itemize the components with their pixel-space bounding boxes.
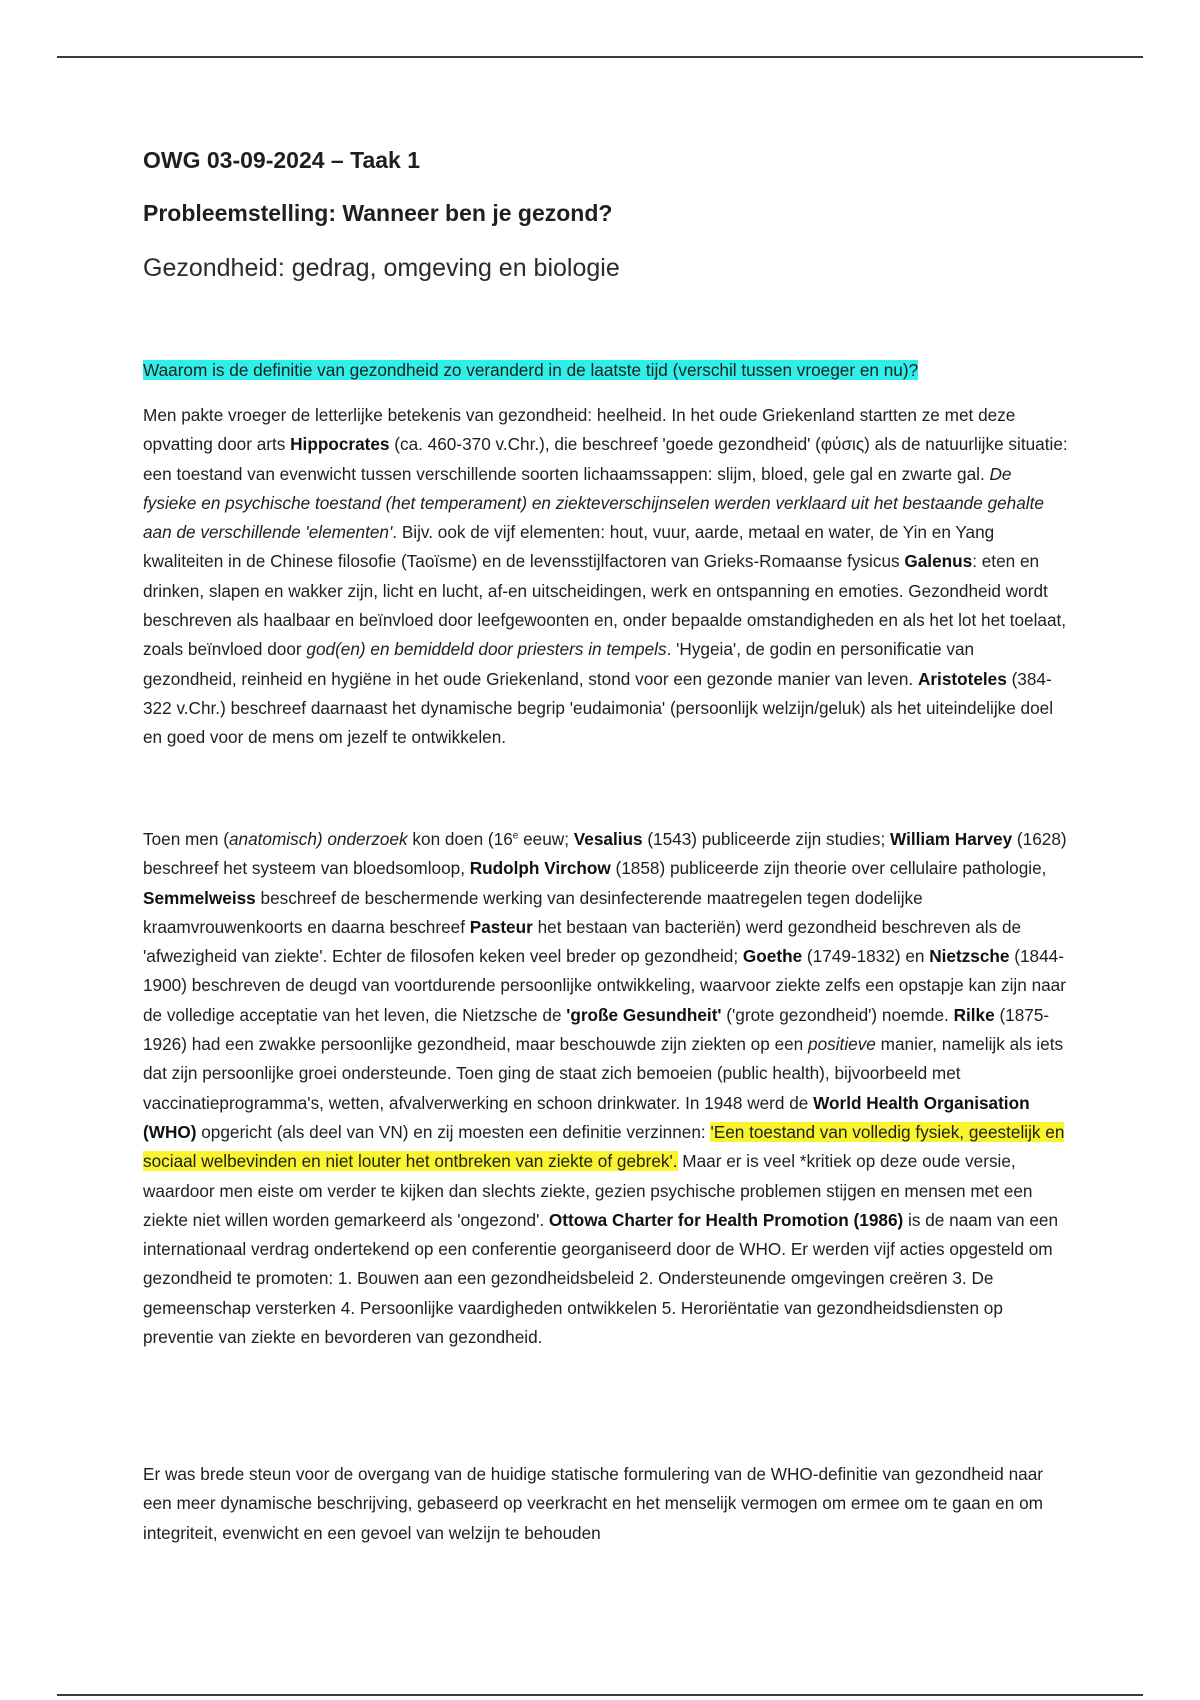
highlighted-question [143,359,918,382]
who-definition-highlight: 'Een toestand van volledig fysiek, geestelijk en sociaal welbevinden en niet louter het ontbreken van ziekte of gebrek'. [143,1121,1065,1172]
paragraph-2: Toen men (anatomisch) onderzoek kon doen (16e eeuw; Vesalius (1543) publiceerde zijn studies; William Harvey (1628) beschreef het systeem van bloedsomloop, Rudolph Virchow (1858) publiceerde zijn theorie over cellulaire pathologie, Semmelweiss beschreef de beschermende werking van desinfecterende maatregelen tegen dodelijke kraamvrouwenkoorts en daarna beschreef Pasteur het bestaan van bacteriën) werd gezondheid beschreven als de 'afwezigheid van ziekte'. Echter de filosofen keken veel breder op gezondheid; Goethe (1749-1832) en Nietzsche (1844-1900) beschreven de deugd van voortdurende persoonlijke ontwikkeling, waarvoor ziekte zelfs een opstapje kan zijn naar de volledige acceptatie van het leven, die Nietzsche de 'große Gesundheit' ('grote gezondheid') noemde. Rilke (1875-1926) had een zwakke persoonlijke gezondheid, maar beschouwde zijn ziekten op een positieve manier, namelijk als iets dat zijn persoonlijke groei ondersteunde. Toen ging de staat zich bemoeien (public health), bijvoorbeeld met vaccinatieprogramma's, wetten, afvalverwerking en schoon drinkwater. In 1948 werd de World Health Organisation (WHO) opgericht (als deel van VN) en zij moesten een definitie verzinnen: 'Een toestand van volledig fysiek, geestelijk en sociaal welbevinden en niet louter het ontbreken van ziekte of gebrek'. Maar er is veel *kritiek op deze oude versie, waardoor men eiste om verder te kijken dan slechts ziekte, gezien psychische problemen stijgen en mensen met een ziekte niet willen worden gemarkeerd als 'ongezond'. Ottowa Charter for Health Promotion (1986) is de naam van een internationaal verdrag ondertekend op een conferentie georganiseerd door de WHO. Er werden vijf acties opgesteld om gezondheid te promoten: 1. Bouwen aan een gezondheidsbeleid 2. Ondersteunende omgevingen creëren 3. De gemeenschap versterken 4. Persoonlijke vaardigheden ontwikkelen 5. Heroriëntatie van gezondheidsdiensten op preventie van ziekte en bevorderen van gezondheid. [143,829,1067,1348]
problem-statement: Probleemstelling: Wanneer ben je gezond? [143,200,613,226]
paragraph-1: Men pakte vroeger de letterlijke betekenis van gezondheid: heelheid. In het oude Griekenland startten ze met deze opvatting door arts Hippocrates (ca. 460-370 v.Chr.), die beschreef 'goede gezondheid' (φύσις) als de natuurlijke situatie: een toestand van evenwicht tussen verschillende soorten lichaamssappen: slijm, bloed, gele gal en zwarte gal. De fysieke en psychische toestand (het temperament) en ziekteverschijnselen werden verklaard uit het bestaande gehalte aan de verschillende 'elementen'. Bijv. ook de vijf elementen: hout, vuur, aarde, metaal en water, de Yin en Yang kwaliteiten in de Chinese filosofie (Taoïsme) en de levensstijlfactoren van Grieks-Romaanse fysicus Galenus: eten en drinken, slapen en wakker zijn, licht en lucht, af-en uitscheidingen, werk en ontspanning en emoties. Gezondheid wordt beschreven als haalbaar en beïnvloed door leefgewoonten en, onder bepaalde omstandigheden en als het lot het toelaat, zoals beïnvloed door god(en) en bemiddeld door priesters in tempels. 'Hygeia', de godin en personificatie van gezondheid, reinheid en hygiëne in het oude Griekenland, stond voor een gezonde manier van leven. Aristoteles (384-322 v.Chr.) beschreef daarnaast het dynamische begrip 'eudaimonia' (persoonlijk welzijn/geluk) als het uiteindelijke doel en goed voor de mens om jezelf te ontwikkelen. [143,405,1068,748]
question-text: Waarom is de definitie van gezondheid zo veranderd in de laatste tijd (verschil tussen vroeger en nu)? [143,360,919,380]
bottom-rule [57,1694,1143,1696]
subtitle: Gezondheid: gedrag, omgeving en biologie [143,254,620,282]
top-rule [57,56,1143,58]
document-title: OWG 03-09-2024 – Taak 1 [143,147,420,173]
paragraph-3: Er was brede steun voor de overgang van de huidige statische formulering van de WHO-definitie van gezondheid naar een meer dynamische beschrijving, gebaseerd op veerkracht en het menselijk vermogen om ermee om te gaan en om integriteit, evenwicht en een gevoel van welzijn te behouden [143,1464,1044,1543]
